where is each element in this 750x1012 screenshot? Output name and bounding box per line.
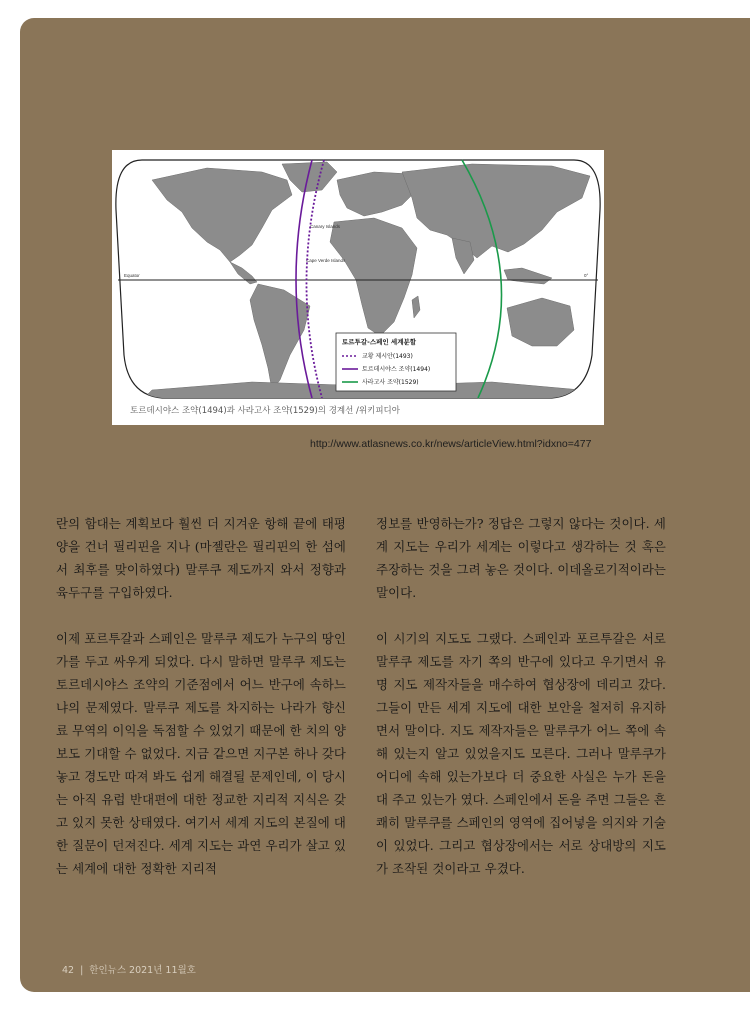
- right-paragraph-1: 정보를 반영하는가? 정답은 그렇지 않다는 것이다. 세계 지도는 우리가 세계는 이렇다고 생각하는 것 혹은 주장하는 것을 그려 놓은 것이다. 이데올로기적이라는 말이다.: [376, 516, 666, 600]
- legend-item-1493: 교황 제시안(1493): [362, 353, 413, 360]
- left-column: [56, 512, 346, 903]
- legend-title: 토르투갈-스페인 세계분할: [342, 338, 417, 346]
- equator-label-right: 0°: [584, 273, 589, 278]
- right-column: [376, 512, 666, 903]
- page-footer: [62, 962, 196, 976]
- world-map-figure: [112, 150, 604, 425]
- source-url-link[interactable]: http://www.atlasnews.co.kr/news/articleView.html?idxno=477: [310, 438, 592, 450]
- right-paragraph-2: 이 시기의 지도도 그랬다. 스페인과 포르투갈은 서로 말루쿠 제도를 자기 쪽의 반구에 있다고 우기면서 유명 지도 제작자들을 매수하여 협상장에 데리고 갔다. 그들이 만든 세계 지도에 대한 보안을 철저히 유지하면서 말이다. 지도 제작자들은 말루쿠가 어느 쪽에 속해 있는지 알고 있었을지도 모른다. 그러나 말루쿠가 어디에 속해 있는가보다 더 중요한 사실은 누가 돈을 대 주고 있는가 였다. 스페인에서 돈을 주면 그들은 흔쾌히 말루쿠를 스페인의 영역에 집어넣을 의지와 기술이 있었다. 그리고 협상장에서는 서로 상대방의 지도가 조작된 것이라고 우겼다.: [376, 631, 666, 876]
- figure-caption: 토르데시야스 조약(1494)과 사라고사 조약(1529)의 경계선 /위키피디아: [130, 406, 400, 416]
- australia: [507, 298, 574, 346]
- left-paragraph-2: 이제 포르투갈과 스페인은 말루쿠 제도가 누구의 땅인가를 두고 싸우게 되었다. 다시 말하면 말루쿠 제도는 토르데시야스 조약의 기준점에서 어느 반구에 속하느냐의 문제였다. 말루쿠 제도를 차지하는 나라가 향신료 무역의 이익을 독점할 수 있었기 때문에 한 치의 양보도 기대할 수 없었다. 지금 같으면 지구본 하나 갖다놓고 경도만 따져 봐도 쉽게 해결될 문제인데, 이 당시는 아직 유럽 반대편에 대한 정교한 지리적 지식은 갖고 있지 못한 상태였다. 여기서 세계 지도의 본질에 대한 질문이 던져진다. 세계 지도는 과연 우리가 살고 있는 세계에 대한 정확한 지리적: [56, 631, 346, 876]
- page-number: 42: [62, 965, 75, 976]
- legend-item-1529: 사라고사 조약(1529): [362, 379, 419, 386]
- canary-label: Canary Islands: [310, 224, 341, 229]
- footer-separator: |: [80, 965, 84, 976]
- cape-verde-label: Cape Verde Islands: [306, 258, 346, 263]
- publication-name: 한인뉴스 2021년 11월호: [89, 965, 196, 976]
- equator-label-left: Equator: [124, 273, 140, 278]
- world-map: [112, 150, 604, 425]
- left-paragraph-1: 란의 함대는 계획보다 훨씬 더 지겨운 항해 끝에 태평양을 건너 필리핀을 지나 (마젤란은 필리핀의 한 섬에서 최후를 맞이하였다) 말루쿠 제도까지 와서 정향과 육두구를 구입하였다.: [56, 516, 346, 600]
- legend-item-1494: 토르데시야스 조약(1494): [362, 366, 431, 373]
- map-legend: [336, 333, 456, 391]
